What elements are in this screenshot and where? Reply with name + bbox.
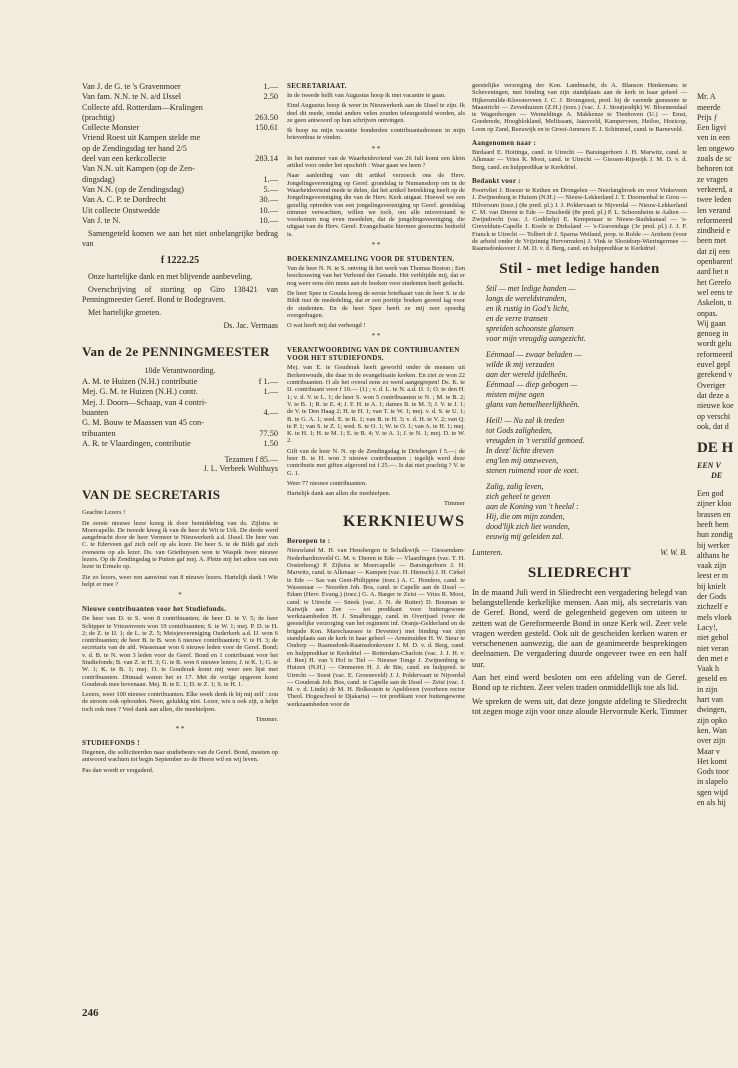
col4-line: reformeerd	[697, 349, 733, 359]
ledger-row	[82, 113, 278, 123]
nieuwe-paragraph-1: De heer van D. te S. won 8 contribuanten; de heer D. te V. 5; de heer Schipper te Vriezenveen won 19 contribuanten; S. te W. 1; mej. P. D. te H. 2; de Z. te IJ. 1; de L. te Z. 5; Meisjesvereniging Ouderkerk a.d. IJ. won 6 contribuanten; de heer B. te B. won 6 nieuwe contribuanten; V. te H. 3; de secretaris van de afd. Wassenaar won 6 nieuwe leden voor de Geref. Bond; v. d. B. te N. won 3 leden voor de Geref. Bond en 1 contribuant voor het Studiefonds; B. van Z. te H. 3; G. te R. won 6 nieuwe lezers; J. te K. 1; G. te W. 1; K. te B. 1; mej. O. te Gouderak komt mij weer een lijst met contribuanten. Ditmaal waren het er 17. Met de vorige opgaven komt Gouderak mee bovenaan. Mej. B. te E. 1; D. te Z. 1; S. te H. 1.	[82, 615, 278, 688]
boeken-p3: O wat heeft mij dat verheugd !	[287, 322, 366, 330]
col4-line: sgen wijd	[697, 787, 728, 797]
ledger-row	[82, 418, 278, 428]
col4-line: ken. Wan	[697, 725, 727, 735]
ledger-amount: 4.—	[263, 408, 278, 418]
secretariaat-p3: Ik hoop na mijn vacantie honderden contribuantadressen in mijn brievenbus te vinden.	[287, 127, 465, 142]
col4-line: Prijs ƒ	[697, 112, 718, 122]
ledger-row	[82, 216, 278, 226]
poem-line: vreugden in 't verstild gemoed.	[486, 435, 585, 445]
ledger-amount: 5.—	[263, 184, 278, 194]
ledger-amount: f 1.—	[258, 377, 278, 387]
col4-line: ze vragen	[697, 174, 728, 184]
col4-line: Lacy!,	[697, 622, 718, 632]
poem-line: en ik rustig in God's licht,	[486, 303, 570, 313]
col4-line: verkeerd, a	[697, 184, 733, 194]
ledger-row	[82, 387, 278, 397]
col4-subheading-1: EEN V	[697, 461, 721, 471]
heading-aangenomen: Aangenomen naar :	[472, 139, 537, 148]
studie-paragraph-1: Degenen, die solliciteerden naar studiebeurs van de Geref. Bond, moeten op antwoord wachten tot begin September zo de Heere wil en wij leven.	[82, 749, 278, 764]
ledger-amount	[274, 398, 278, 408]
poem-line: Eénmaal — diep gebogen —	[486, 379, 578, 389]
heading-kerknieuws: KERKNIEUWS	[342, 513, 465, 531]
column-1	[82, 82, 278, 777]
poem-line: Eénmaal — zwaar beladen —	[486, 349, 582, 359]
col4-line: ven in een	[697, 133, 730, 143]
ledger-amount: 10.—	[259, 205, 278, 215]
beroepen-continued: geestelijke verzorging der Kon. Landmacht, ds A. Blanson Henkemans te Scheveningen, met binding van zijn standplaats aan de kerk in haar geheel — Hijkersmilde-Kloosterveen J. C. J. Bronsgeest, pred. bij de varende gemeente te Maastricht — Zevenhuizen (Z.H.) (toez.) (vac. J. J. Stoutjesdijk) W. Bloemendaal te Wagenborgen — Wemeldinge A. Makkenze te Tienhoven (U.) — Emst, Goederede, Hoogblokland, Meliissant, Jaarsveld, Kamperveen, Heiloo, Hoeicop, Loon op Zand, Reeuwijk en te Groot-Ammers E. J. Schimmel, cand. te Barneveld.	[472, 82, 687, 133]
ledger-row	[82, 398, 278, 408]
col4-line: zindheid e	[697, 226, 731, 236]
col4-subheading-2: DE	[711, 471, 723, 481]
col4-line	[697, 82, 738, 92]
poem-line: langs de wereldstranden,	[486, 293, 567, 303]
ledger-label: Van J. de G. te 's Gravenmoer	[82, 82, 181, 91]
heading-poem-stil: Stil - met ledige handen	[499, 260, 660, 277]
heading-secretaris: VAN DE SECRETARIS	[82, 487, 221, 503]
ledger-label: op de Zendingsdag ter hand 2/5	[82, 143, 187, 153]
ledger2-total: Tezamen f 85.—	[224, 455, 278, 465]
col4-line: op verschi	[697, 411, 731, 421]
verant-p4: Hartelijk dank aan allen die meehielpen.	[287, 490, 391, 498]
separator-stars-4: * *	[371, 332, 381, 341]
poem-line: glans van hemelheerlijkheên.	[486, 399, 580, 409]
col4-line: wel eens te	[697, 287, 733, 297]
col4-line: dat deze a	[697, 390, 729, 400]
col4-line: zichzelf e	[697, 602, 728, 612]
signature-timmer-1: Timmer.	[255, 716, 278, 724]
poem-line: voor mijn vreugdig aangezicht.	[486, 333, 586, 343]
heading-verantwoording: VERANTWOORDING VAN DE CONTRIBUANTEN VOOR HET STUDIEFONDS.	[287, 346, 460, 363]
col4-line: brassen en	[697, 509, 731, 519]
ledger-label: tribuanten	[82, 428, 116, 438]
ledger-label: Collecte Monster	[82, 123, 140, 133]
ledger-amount	[274, 418, 278, 428]
col4-line: Maar v	[697, 746, 720, 756]
ledger-label: Collecte afd. Rotterdam—Kralingen	[82, 102, 203, 112]
sliedrecht-p3: We spreken de wens uit, dat deze jongste afdeling te Sliedrecht tot zegen moge zijn voor onze aloude Hervormde Kerk.	[472, 696, 687, 716]
poem-line: Hij, die om mijn zonden,	[486, 511, 565, 521]
verant-p1: Mej. van E. te Gouderak heeft geworfd onder de mensen uit Berkenwoude, die daar in de evangelisatie kerken. En ziet ze won 22 contribuanten. O als het overal eens zo werd aangegrepen! Ds. K. te IJ. contribuant voor f 10.— (1) ; v. d. L. te N. a.d. IJ. 1; O. te den H. 1; v. d. V. te L. 1; de heer S. won 5 contribuanten te N. ; M. te B. 2; V. te B. 1; R. te E. 4; J. F. H. te A. 1; dames B. te M. 3; J. V. te J. 1; de V. te Den Haag 2; H. te H. 1; van T. te W. 1; mej. v. d. S. te U. 1; B. te G. A. 1; wed. E. te R. 1; van B. te H. 3; v. d. H. te V. 2; van Q. te P. 1; van S. te Z. 1; wed. S. te O. 1; W. te O. 1; van A. te H. 1; mej. K. te H. 1; H. te M. 1; E. te R. 4; V. te A. 1; J. te N. 1; mej. D. te W. 2.	[287, 364, 465, 445]
col4-line: niet veran	[697, 643, 729, 653]
secr-paragraph-1: De eerste nieuwe lezer kreeg ik door bemiddeling van ds. Zijlstra te Moercapelle. De tweede kreeg ik van de heer de Wit te Urk. De derde werd aangebracht door de heer Vermeer te Nieuwerkerk a.d. IJssel. De heer van C. te Ederveen gaf zich zelf op als lezer. De heer S. te de Bildt gaf zich eveneens op als lezer. Ds. van Griethuysen won te Waspik twee nieuwe lezers. Op de Zendingsdag te Putten gaf mej. A. Plette mij het adres van een lezer in Ermelo op.	[82, 519, 278, 571]
poem-line: en de verre transen	[486, 313, 548, 323]
ledger-amount: 10.—	[259, 215, 278, 225]
col4-line: onpas.	[697, 308, 718, 318]
col4-line: gerekend v	[697, 370, 733, 380]
studie-paragraph-2: Pas dan wordt er vergaderd.	[82, 766, 154, 774]
poem-line: Zalig, zalig leven,	[486, 481, 544, 491]
col4-line: openbaren!	[697, 257, 733, 267]
poem-line: wilde ik mij verzaden	[486, 359, 555, 369]
column-4-cutoff	[697, 82, 738, 808]
poem-line: tot Gods zaligheden,	[486, 425, 552, 435]
separator-stars-3: * *	[371, 241, 381, 250]
ledger-total: f 1222.25	[160, 255, 200, 267]
signature-timmer-3: Timmer	[660, 707, 687, 717]
col4-line: Vaak h	[697, 664, 719, 674]
ledger-label: Van J. te N.	[82, 215, 121, 225]
signature-vermaas: Ds. Jac. Vermaas	[223, 321, 278, 331]
ledger-label: Mej. J. Doorn—Schaap, van 4 contri-	[82, 397, 207, 407]
col4-line: len verand	[697, 205, 731, 215]
page-number: 246	[82, 1007, 99, 1019]
col4-line: meerde	[697, 102, 721, 112]
col4-line: in slapelo	[697, 777, 728, 787]
secretariaat-p2: Eind Augustus hoop ik weer in Nieuwerkerk aan de IJssel te zijn. Ik deel dit mede, omdat anders velen zouden teleurgesteld worden, als ze geen antwoord op hun schrijven ontvingen.	[287, 102, 465, 124]
ledger-row	[82, 133, 278, 143]
ledger-label: A. R. te Vlaardingen, contributie	[82, 438, 191, 448]
col4-line: hart van	[697, 695, 723, 705]
boeken-p1: Van de heer N. N. te S. ontving ik het werk van Thomas Boston ; Een beschouwing van het Verbond der Genade. Het verblijdde mij, dat er nog weer eens één mens aan de boeken voor studenten heeft gedacht.	[287, 265, 465, 287]
sliedrecht-p1: In de maand Juli werd in Sliedrecht een vergadering belegd van belangstellende kerkelijke mensen. Aan mij, als secretaris van de Geref. Bond, werd de gelegenheid gegeven om uiteen te zetten wat de Gereformeerde Bond in onze Kerk wil. Zeer vele vragen werden gesteld. Ook uit de gescheiden kerken waren er verschenenen aanwezig, die aan de geanimeerde besprekingen deelnamen. De vergadering duurde ongeveer twee en een half uur.	[472, 587, 687, 669]
ledger-label: dingsdag)	[82, 174, 115, 184]
separator-stars: * *	[175, 725, 185, 734]
sliedrecht-p2: Aan het eind werd besloten om een afdeling van de Geref. Bond op te richten. Zeer velen traden onmiddellijk toe als lid.	[472, 673, 687, 693]
ledger-row	[82, 164, 278, 174]
ledger-amount: 1.—	[263, 387, 278, 397]
separator-star: *	[178, 591, 182, 600]
col4-line: Gods toor	[697, 767, 729, 777]
col4-line: zijn opko	[697, 715, 727, 725]
col4-line: heeft hem	[697, 519, 729, 529]
heading-secretariaat: SECRETARIAAT.	[287, 82, 347, 90]
ledger-amount: 283.14	[255, 154, 278, 164]
ledger-row	[82, 195, 278, 205]
col4-line: en als hij	[697, 798, 726, 807]
col4-line: Overiger	[697, 380, 726, 390]
col4-line: twee leden	[697, 195, 732, 205]
poem-stanza-3	[472, 416, 687, 476]
aangenomen-paragraph: Birdaard E. Hoitinga, cand. te Utrecht — Barsingerhorn J. H. Marwitz, cand. te Alkmaar — Vries R. Mooi, cand. te Utrecht — Giessen-Rijswijk J. M. D. v. d. Berg, cand. en hulppredikar te Kerkdriel.	[472, 149, 687, 171]
col4-line: dwingen,	[697, 705, 727, 715]
ledger-label: Van N.N. uit Kampen (op de Zen-	[82, 164, 195, 174]
secr-greeting: Geachte Lezers !	[82, 509, 126, 517]
ledger-row	[82, 429, 278, 439]
verant-p3: Weer 77 nieuwe contribuanten.	[287, 479, 367, 487]
col4-line: wordt gelu	[697, 339, 732, 349]
column-2	[287, 82, 465, 711]
penning-subtitle: 10de Verantwoording.	[144, 366, 216, 376]
poem-line: In deez' lichte dreven	[486, 445, 554, 455]
ledger-donations	[82, 82, 278, 226]
poem-line: stenen ruimend voor de voet.	[486, 465, 579, 475]
poem-signature	[472, 548, 687, 557]
ledger-amount: 30.—	[259, 195, 278, 205]
col4-line: vaak zijn	[697, 561, 727, 571]
poem-line: spreiden schoonste glansen	[486, 323, 574, 333]
ledger-label: A. M. te Huizen (N.H.) contributie	[82, 377, 198, 387]
poem-line: zich geheel te geven	[486, 491, 551, 501]
ledger-row	[82, 123, 278, 133]
col4-line: zijner kloo	[697, 499, 732, 509]
col4-line: ook, dat d	[697, 421, 729, 431]
ledger-amount: 150.61	[255, 123, 278, 133]
ledger-label: Uit collecte Onstwedde	[82, 205, 160, 215]
ledger-amount	[274, 103, 278, 113]
ledger-row	[82, 82, 278, 92]
col4-heading: DE H	[697, 440, 734, 457]
ledger-label: Van fam. N.N. te N. a/d IJssel	[82, 92, 182, 102]
col4-line: dat zij een	[697, 246, 730, 256]
col4-line: aard het n	[697, 267, 729, 277]
verant-p2: Gift van de heer N. N. op de Zendingsdag te Driebergen f 5.—; de heer B. te H. won 3 nieuwe contribuanten ; tegelijk werd deze contributie met giften afgerond tot f 25.—. Is dat niet prachtig ? V. te G. 1.	[287, 447, 465, 477]
col4-line: genoeg in	[697, 329, 729, 339]
separator-stars-2: * *	[371, 144, 381, 153]
col4-line: euvel gepl	[697, 360, 731, 370]
col4-line: den met e	[697, 653, 729, 663]
col4-line: len ongewo	[697, 143, 735, 153]
ledger-note: Samengeteld komen we aan het niet onbelangrijke bedrag van	[82, 229, 278, 249]
col4-line: niet gehol	[697, 633, 729, 643]
poem-line: Heil! — Nu zal ik treden	[486, 415, 565, 425]
ledger-row	[82, 175, 278, 185]
heading-sliedrecht: SLIEDRECHT	[527, 564, 632, 581]
greeting-text: Met hartelijke groeten.	[88, 308, 162, 318]
col4-line: Wij gaan	[697, 318, 726, 328]
heading-boekeninzameling: BOEKENINZAMELING VOOR DE STUDENTEN.	[287, 255, 455, 264]
col4-text-b	[697, 489, 738, 808]
poem-author: W. W. B.	[660, 547, 687, 557]
ledger-label: G. M. Bouw te Maassen van 45 con-	[82, 418, 204, 428]
secr-paragraph-2: Zie zo lezers, weer een aanwinst van 8 nieuwe lezers. Hartelijk dank ! Wie helpt er mee ?	[82, 573, 278, 588]
poem-stanza-1	[472, 284, 687, 344]
secretariaat-p4: In het nummer van de Waarheidsvriend van 26 Juli komt een klein artikel voor onder het opschrift : Waar gaan we heen ?	[287, 154, 465, 170]
col4-line: Mr. A	[697, 92, 716, 102]
col4-line: nieuwe koe	[697, 401, 734, 411]
ledger-amount: 77.50	[259, 428, 278, 438]
beroepen-paragraph: Nieuwland M. H. van Hensbergen te Schalkwijk — Giessendam-Nederhardinxveld G. M. v. Dieren te Ede — Vlaardingen (vac. T. H. Oosterhoog) P. Zijlstra te Moercapelle — Barsingerhorn J. H. Marwitz, cand. te Alkmaar — Kampen (vac. H. Hiensch) J. H. Cirkel te Ede — Sas van Gent-Philippine (toez.) A. C. Honders, cand. te Wassenaar — Noorden Joh. Bos, cand. te Capelle aan de IJssel — Edam (Herv. Evang.) (toez.) G. A. Barger te Zeist — Vries R. Mooi, cand. te Utrecht — Sneek (vac. J. N. de Ruiter) D. Bouman te Katwijk aan Zee — tot predikant voor buitengewone werkzaamheden H. J. Smalbrugge, cand. in Overijssel (voor de geestelijke verzorging van het regiment inf. Oranje-Gelderland en de brigade Kon. Marechaussee te Deventer) met binding van zijn standplaats aan de kerk in haar geheel — Arnemuiden H. W. Steur te Oudorp — Raamsdonk-Raamsdonksveer J. M. D. v. d. Berg, cand. en hulppredikar te Kerkdriel — Rotterdam-Charlois (vac. J. J. H. v. d. Ree) H. van 't Hof te Tiel — Nieuwe Tonge J. Zwijnenburg te Huizen (N.H.) — Ommeren H. J. de Bie, cand. en hulppred. te Utrecht — Soest (vac. E. Groeneveld) J. J. Poldervaart te Nijverdal — Gouderak Joh. Bos, cand. te Capelle aan de IJssel — Zeist (vac. J. M. v. d. Linde) dr M. H. Bolkestein te Apeldoorn (voorheen rector Theol. Hogeschool te Djakarta) — tot predikant voor buitengewone werkzaamheden voor de	[287, 547, 465, 708]
ledger-label: Mej. G. M. te Huizen (N.H.) contr.	[82, 387, 198, 397]
poem-line: eeuwig mij geleiden zal.	[486, 531, 564, 541]
col4-line: der Gods	[697, 592, 727, 602]
poem-line: aan der wereld ijdelheên.	[486, 369, 568, 379]
col4-line: behoren tot	[697, 164, 734, 174]
col4-line: been met	[697, 236, 727, 246]
poem-place: Lunteren.	[472, 547, 503, 557]
ledger-row	[82, 185, 278, 195]
col4-line: reformeerd	[697, 215, 733, 225]
ledger-row	[82, 206, 278, 216]
signature-verbeek: J. L. Verbeek Wolthuys	[203, 464, 278, 474]
ledger-amount: 1.—	[263, 82, 278, 91]
poem-line: aan de Koning van 't heelal :	[486, 501, 579, 511]
ledger-amount	[274, 144, 278, 154]
col4-line: Askelon, n	[697, 298, 732, 308]
col4-line: het Gerefo	[697, 277, 731, 287]
col4-line: althans he	[697, 550, 730, 560]
poem-stanza-4	[472, 482, 687, 542]
col4-line: mels vloek	[697, 612, 732, 622]
col4-line: Een god	[697, 489, 724, 499]
ledger-label: Vriend Roest uit Kampen stelde me	[82, 133, 201, 143]
heading-nieuwe-contribuanten: Nieuwe contribuanten voor het Studiefonds.	[82, 605, 227, 614]
heading-studiefonds: STUDIEFONDS !	[82, 739, 140, 748]
poem-line: misten mijne ogen	[486, 389, 545, 399]
poem-line: dood'lijk zich liet wonden,	[486, 521, 570, 531]
secretariaat-p1: In de tweede helft van Augustus hoop ik met vacantie te gaan.	[287, 92, 446, 99]
col4-line: leest er m	[697, 571, 729, 581]
col4-line: Een ligvi	[697, 123, 727, 133]
poem-line: Stil — met ledige handen —	[486, 283, 576, 293]
ledger-row	[82, 377, 278, 387]
ledger-row	[82, 92, 278, 102]
ledger-amount	[274, 133, 278, 143]
col4-line: geseld en	[697, 674, 727, 684]
ledger-label: deel van een kerkcollecte	[82, 154, 167, 164]
col4-line: zoals de sc	[697, 154, 732, 164]
col4-line: Het komt	[697, 756, 727, 766]
secretariaat-p5: Naar aanleiding van dit artikel verzoeck ons de Herv. Jongelingsvereniging op Geref. grondslag te Numansdorp om in de Waarheidsvriend mede te delen, dat het artikel betrekking heeft op de Jongelingsvereniging die van de Herv. Kerk uitgaat. Hoewel we een gezellig optreden van een jongelingsvereniging op Geref. grondslag nimmer verwachten, willen we toch, om alle misverstand te voorkomen nog even meedelen, dat de jongelingsvereniging, die uitgaat van de Herv. Geref. Evangelisatie hiermee geenszins bedoeld is.	[287, 172, 465, 238]
ledger-row	[82, 103, 278, 113]
col4-text-a	[697, 82, 738, 432]
thanks-text: Onze hartelijke dank en met blijvende aanbeveling.	[88, 272, 253, 282]
ledger-amount: 1.—	[263, 174, 278, 184]
col4-line: hun zondig	[697, 530, 733, 540]
ledger-amount: 263.50	[255, 112, 278, 122]
boeken-p2: De heer Spee te Gouda kreeg de eerste briefkaart van de heer S. te de Bildt met de mededeling, dat er een portitje boeken gereed lag voor de studenten. En de heer Spee heeft ze mij zeer spoedig overgedragen.	[287, 289, 465, 319]
ledger-amount: 2.50	[263, 92, 278, 102]
col4-line: over zijn	[697, 736, 726, 746]
heading-bedankt: Bedankt voor :	[472, 176, 521, 185]
ledger-label: buanten	[82, 408, 109, 418]
ledger-label: Van N.N. (op de Zendingsdag)	[82, 184, 184, 194]
ledger-row	[82, 144, 278, 154]
bedankt-paragraph: Poortvliet J. Boezer te Kethen en Drongelen — Neerlangbroek en voor Vinkeveen J. Zwijnenburg te Huizen (N.H.) — Nieuw-Lekkerland J. T. Doornenbal te Grou — Hilversum (toez.) (8e pred. pl.) J. J. Poldervaart te Nijverdal — Nieuw-Lekkerland C. M. van Dieren te Ede — Enschedé (8e pred. pl.) P. L. Schoonheim te Aalten — Zwijndrecht (vac. J. Godthelp) E. Kempenaar te Nieuw-Stadskanaal — 's-Grevelduin-Capelle J. Koele te Dirksland — 's-Gravendage (3e pred. pl.) J. J. F. Franck te Utrecht — Tolbert dr J. Sparna Weiland, prop. te Rolde — Arnhem (voor de arbeid onder de Vrijzinnig Hervormden) J. Vink te Slootdorp-Wieringermee — Raamsdonksveer J. M. D. v. d. Berg, cand. en hulppredikar te Kerkdriel.	[472, 186, 687, 253]
ledger-amount	[274, 164, 278, 174]
col4-line: in zijn	[697, 684, 718, 694]
signature-timmer-2: Timmer	[443, 500, 465, 508]
col4-line: bij knielt	[697, 581, 726, 591]
heading-penningmeester: Van de 2e PENNINGMEESTER	[82, 344, 270, 360]
heading-beroepen: Beroepen te :	[287, 537, 331, 546]
ledger-row	[82, 408, 278, 418]
ledger-contributions	[82, 377, 278, 449]
ledger-row	[82, 154, 278, 164]
ledger-label: (prachtig)	[82, 112, 115, 122]
ledger-row	[82, 439, 278, 449]
poem-line: eng'len mij omzweven,	[486, 455, 559, 465]
transfer-text: Overschrijving of storting op Giro 138421 van Penningmeester Geref. Bond te Bodegraven.	[82, 285, 278, 305]
column-3	[472, 82, 687, 716]
ledger-label: Van A. C. P. te Dordrecht	[82, 195, 166, 205]
col4-line: bij werker	[697, 540, 730, 550]
poem-stanza-2	[472, 350, 687, 410]
nieuwe-paragraph-2: Lezers, weer 100 nieuwe contribuanten. Elke week denk ik bij mij zelf : zou de stroom ook ophouden. Neen, gelukkig niet. Lezer, wie u ook zijt, u helpt toch ook mee ? Veel dank aan allen, die meehielpen.	[82, 691, 278, 713]
ledger-amount: 1.50	[263, 438, 278, 448]
